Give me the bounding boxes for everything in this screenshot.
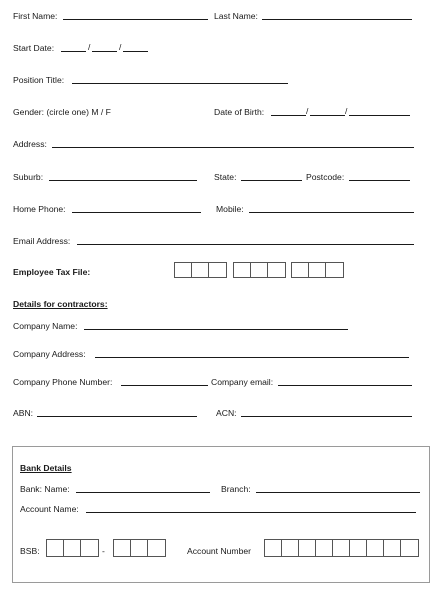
email-field[interactable]	[77, 244, 414, 245]
abn-field[interactable]	[37, 416, 197, 417]
mobile-field[interactable]	[249, 212, 414, 213]
address-label: Address:	[13, 139, 47, 149]
home-phone-label: Home Phone:	[13, 204, 66, 214]
dob-month-field[interactable]	[310, 115, 345, 116]
company-name-label: Company Name:	[13, 321, 78, 331]
postcode-field[interactable]	[349, 180, 410, 181]
position-title-label: Position Title:	[13, 75, 65, 85]
first-name-label: First Name:	[13, 11, 58, 21]
account-number-label: Account Number	[187, 546, 252, 556]
gender-label: Gender: (circle one) M / F	[13, 107, 111, 117]
company-address-label: Company Address:	[13, 349, 86, 359]
start-date-separator: /	[88, 42, 91, 52]
address-field[interactable]	[52, 147, 414, 148]
company-name-field[interactable]	[84, 329, 348, 330]
bank-name-label: Bank: Name:	[20, 484, 70, 494]
last-name-label: Last Name:	[214, 11, 258, 21]
bsb-label: BSB:	[20, 546, 40, 556]
bank-name-field[interactable]	[76, 492, 210, 493]
account-number-boxes[interactable]	[264, 539, 419, 557]
last-name-field[interactable]	[262, 19, 412, 20]
dob-day-field[interactable]	[271, 115, 306, 116]
bank-details-heading: Bank Details	[20, 463, 72, 473]
state-field[interactable]	[241, 180, 302, 181]
postcode-label: Postcode:	[306, 172, 345, 182]
start-date-label: Start Date:	[13, 43, 55, 53]
first-name-field[interactable]	[63, 19, 208, 20]
start-date-month-field[interactable]	[92, 51, 117, 52]
mobile-label: Mobile:	[216, 204, 244, 214]
dob-separator: /	[345, 106, 348, 116]
dob-year-field[interactable]	[349, 115, 410, 116]
email-label: Email Address:	[13, 236, 71, 246]
company-phone-label: Company Phone Number:	[13, 377, 113, 387]
company-email-label: Company email:	[211, 377, 274, 387]
acn-field[interactable]	[241, 416, 412, 417]
home-phone-field[interactable]	[72, 212, 201, 213]
dob-separator: /	[306, 106, 309, 116]
account-name-label: Account Name:	[20, 504, 79, 514]
bsb-separator: -	[102, 546, 105, 556]
tax-file-group-3[interactable]	[291, 262, 344, 278]
company-address-field[interactable]	[95, 357, 409, 358]
start-date-separator: /	[119, 42, 122, 52]
contractors-heading: Details for contractors:	[13, 299, 108, 309]
start-date-day-field[interactable]	[61, 51, 86, 52]
tax-file-label: Employee Tax File:	[13, 267, 91, 277]
company-email-field[interactable]	[278, 385, 412, 386]
branch-field[interactable]	[256, 492, 420, 493]
tax-file-group-2[interactable]	[233, 262, 286, 278]
start-date-year-field[interactable]	[123, 51, 148, 52]
bsb-group-2[interactable]	[113, 539, 166, 557]
tax-file-group-1[interactable]	[174, 262, 227, 278]
company-phone-field[interactable]	[121, 385, 208, 386]
bank-details-box	[12, 446, 430, 583]
bsb-group-1[interactable]	[46, 539, 99, 557]
acn-label: ACN:	[216, 408, 237, 418]
suburb-label: Suburb:	[13, 172, 44, 182]
position-title-field[interactable]	[72, 83, 288, 84]
abn-label: ABN:	[13, 408, 34, 418]
state-label: State:	[214, 172, 237, 182]
suburb-field[interactable]	[49, 180, 197, 181]
account-name-field[interactable]	[86, 512, 416, 513]
date-of-birth-label: Date of Birth:	[214, 107, 265, 117]
branch-label: Branch:	[221, 484, 251, 494]
